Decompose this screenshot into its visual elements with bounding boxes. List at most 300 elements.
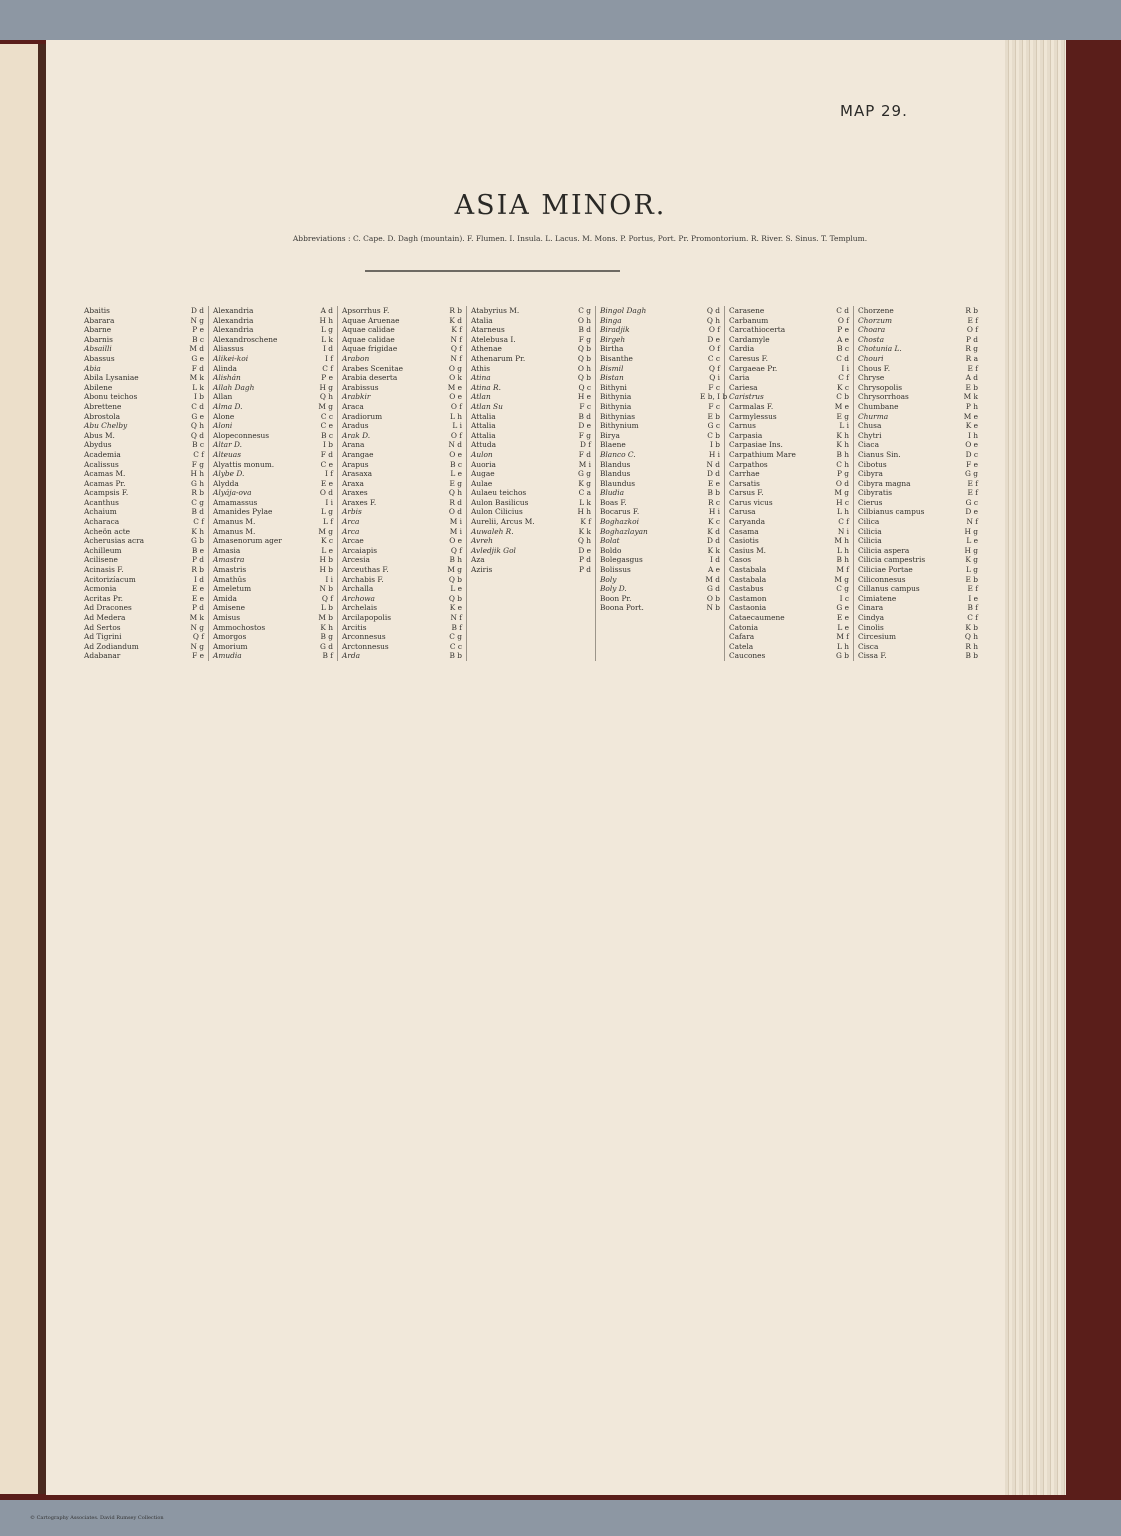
place-name: Arcesia [342,555,370,565]
grid-reference: Q b [577,344,591,354]
place-name: Chotunia L. [858,344,902,354]
grid-reference: F e [192,651,204,661]
grid-reference: N d [448,440,462,450]
place-name: Arabes Scenitae [342,363,403,373]
index-entry [342,517,462,527]
place-name: Boon Pr. [600,593,632,603]
place-name: Boldo [600,545,622,555]
grid-reference: N d [706,459,720,469]
abbreviations-line: Abbreviations : C. Cape. D. Dagh (mountain). F. Flumen. I. Insula. L. Lacus. M. Mons. P. Portus, Port. Pr. Promontorium. R. River. S. Sinus. T. Templum. [292,234,868,243]
grid-reference: M f [836,565,849,575]
grid-reference: Q i [709,373,720,383]
index-entry [213,402,333,412]
grid-reference: N f [450,613,462,622]
place-name: Aulae [471,478,493,488]
grid-reference: C f [838,517,849,527]
index-entry [600,575,720,585]
place-name: Chous F. [858,363,891,373]
grid-reference: O b [706,593,720,603]
index-entry [729,565,849,575]
index-entry [213,642,333,652]
grid-reference: Q h [190,421,204,431]
index-entry [858,565,978,575]
place-name: Cardia [729,344,755,354]
place-name: Blaundus [600,478,636,488]
grid-reference: D f [579,440,591,450]
place-name: Carrhae [729,469,760,479]
grid-reference: C c [707,353,720,363]
grid-reference: K k [578,526,591,536]
place-name: Ciaca [858,440,879,450]
place-name: Carmylessus [729,411,777,421]
place-name: Amisus [213,613,241,622]
index-entry [342,479,462,489]
index-entry [84,594,204,604]
left-page-edge [0,44,38,1494]
place-name: Ammochostos [213,622,266,632]
grid-reference: K h [836,440,849,450]
grid-reference: L h [836,641,849,651]
place-name: Attuda [471,440,497,450]
grid-reference: O f [708,344,720,354]
index-entry [84,565,204,575]
grid-reference: O e [449,449,462,459]
grid-reference: M e [447,382,462,392]
grid-reference: E f [967,478,978,488]
grid-reference: L h [836,507,849,517]
place-name: Aziris [471,565,493,575]
grid-reference: C g [578,306,591,315]
grid-reference: B b [707,488,720,498]
index-entry [471,469,591,479]
place-name: Castaonia [729,603,767,613]
place-name: Abarne [84,325,112,335]
index-entry [471,373,591,383]
index-entry [84,623,204,633]
place-name: Cariesa [729,382,758,392]
grid-reference: O d [319,488,333,498]
index-entry [471,392,591,402]
index-entry [600,306,720,316]
index-entry [213,507,333,517]
index-entry [858,498,978,508]
index-entry [729,517,849,527]
index-entry [213,412,333,422]
index-entry [471,498,591,508]
grid-reference: F c [708,382,720,392]
grid-reference: C b [707,430,720,440]
grid-reference: O e [449,536,462,546]
grid-reference: H g [319,382,333,392]
index-entry [342,335,462,345]
index-entry [858,364,978,374]
grid-reference: K h [836,430,849,440]
index-column [209,306,338,661]
index-entry [84,584,204,594]
place-name: Binga [600,315,622,325]
grid-reference: B c [321,430,333,440]
index-entry [729,498,849,508]
index-column [80,306,209,661]
place-name: Acalissus [84,459,119,469]
index-entry [84,325,204,335]
grid-reference: L g [321,507,333,517]
place-name: Ad Sertos [84,622,121,632]
place-name: Chouri [858,353,884,363]
index-entry [342,392,462,402]
grid-reference: D e [578,421,591,431]
index-entry [471,460,591,470]
place-name: Amida [213,593,237,603]
index-entry [342,383,462,393]
place-name: Alexandria [213,325,254,335]
place-name: Cilicia [858,536,882,546]
grid-reference: G g [578,469,591,479]
index-entry [858,517,978,527]
index-entry [213,354,333,364]
place-name: Acmonia [84,584,117,594]
index-entry [84,383,204,393]
index-entry [84,412,204,422]
place-name: Bithynia [600,392,632,402]
index-entry [84,651,204,661]
index-entry [600,325,720,335]
place-name: Acamas Pr. [84,478,126,488]
grid-reference: H e [577,392,591,402]
grid-reference: Q f [192,632,204,642]
grid-reference: C g [836,584,849,594]
index-entry [471,440,591,450]
grid-reference: M k [189,613,204,622]
place-name: Birtha [600,344,624,354]
grid-reference: L h [449,411,462,421]
grid-reference: R b [449,306,462,315]
index-entry [213,431,333,441]
place-name: Cilicia aspera [858,545,910,555]
place-name: Bolegasgus [600,555,643,565]
grid-reference: K b [965,622,978,632]
grid-reference: D d [190,306,204,315]
grid-reference: E f [967,488,978,498]
grid-reference: K d [449,315,462,325]
place-name: Abydus [84,440,112,450]
index-entry [84,354,204,364]
index-entry [858,584,978,594]
place-name: Casius M. [729,545,767,555]
grid-reference: M g [834,574,849,584]
place-name: Alma D. [213,401,243,411]
place-name: Aradiorum [342,411,383,421]
place-name: Birya [600,430,620,440]
index-entry [342,651,462,661]
grid-reference: G e [836,603,849,613]
place-name: Acampsis F. [84,488,129,498]
place-name: Arcae [342,536,364,546]
place-name: Bolissus [600,565,631,575]
place-name: Casama [729,526,759,536]
index-entry [342,565,462,575]
grid-reference: F e [966,459,978,469]
place-name: Aulaeu teichos [471,488,527,498]
place-name: Alinda [213,363,237,373]
place-name: Atabyrius M. [471,306,520,315]
index-entry [729,613,849,623]
index-entry [213,469,333,479]
grid-reference: B c [192,334,204,344]
index-entry [342,555,462,565]
index-entry [729,460,849,470]
grid-reference: H b [319,555,333,565]
place-name: Alopeconnesus [213,430,270,440]
map-number: MAP 29. [840,102,908,120]
index-entry [213,546,333,556]
index-entry [342,306,462,316]
index-entry [84,603,204,613]
index-entry [84,555,204,565]
index-entry [729,507,849,517]
place-name: Carasene [729,306,765,315]
place-name: Chumbane [858,401,899,411]
index-entry [342,536,462,546]
grid-reference: H i [708,449,720,459]
place-name: Carcathiocerta [729,325,786,335]
place-name: Ad Tigrini [84,632,122,642]
place-name: Cierus [858,497,883,507]
grid-reference: O h [577,315,591,325]
index-entry [471,383,591,393]
page-title: ASIA MINOR. [454,190,667,221]
index-columns [80,306,982,661]
index-entry [84,364,204,374]
grid-reference: R g [965,344,978,354]
index-entry [213,632,333,642]
grid-reference: Q d [190,430,204,440]
place-name: Aulon Cilicius [471,507,523,517]
place-name: Arabkir [342,392,371,402]
index-entry [471,546,591,556]
grid-reference: D e [965,507,978,517]
place-name: Altar D. [213,440,242,450]
index-entry [729,344,849,354]
grid-reference: E f [967,315,978,325]
grid-reference: I b [323,440,333,450]
grid-reference: M i [449,526,462,536]
index-entry [729,555,849,565]
place-name: Aulon [471,449,493,459]
index-entry [858,469,978,479]
place-name: Abilene [84,382,113,392]
place-name: Arcaiapis [342,545,378,555]
grid-reference: C b [836,392,849,402]
grid-reference: P d [578,555,591,565]
index-entry [729,527,849,537]
place-name: Aquae Aruenae [342,315,400,325]
place-name: Archelais [342,603,378,613]
place-name: Boona Port. [600,603,644,613]
grid-reference: K g [965,555,978,565]
index-entry [858,575,978,585]
place-name: Cindya [858,613,885,622]
index-entry [600,316,720,326]
index-column [596,306,728,661]
index-entry [213,335,333,345]
place-name: Alishán [213,373,241,383]
place-name: Atina [471,373,491,383]
grid-reference: C d [836,353,849,363]
index-entry [84,469,204,479]
place-name: Archabis F. [342,574,384,584]
index-entry [858,402,978,412]
place-name: Amanides Pylae [213,507,273,517]
place-name: Acinasis F. [84,565,124,575]
place-name: Alexandria [213,306,254,315]
place-name: Ad Dracones [84,603,132,613]
place-name: Acitorizíacum [84,574,136,584]
place-name: Arctonnesus [342,641,389,651]
place-name: Bisanthe [600,353,633,363]
index-entry [858,479,978,489]
place-name: Apsorrhus F. [342,306,390,315]
index-entry [213,584,333,594]
index-entry [342,498,462,508]
place-name: Carus vicus [729,497,773,507]
index-entry [858,373,978,383]
place-name: Castabus [729,584,764,594]
grid-reference: F g [578,334,591,344]
place-name: Academia [84,449,121,459]
grid-reference: B d [578,325,591,335]
grid-reference: A d [965,373,978,383]
index-column [467,306,596,661]
index-entry [600,373,720,383]
index-entry [471,507,591,517]
grid-reference: B c [192,440,204,450]
index-entry [600,460,720,470]
index-entry [471,555,591,565]
place-name: Aurelii, Arcus M. [471,517,535,527]
grid-reference: K f [580,517,591,527]
grid-reference: O h [577,363,591,373]
grid-reference: R b [191,488,204,498]
index-entry [600,383,720,393]
grid-reference: L i [839,421,849,431]
index-entry [729,536,849,546]
grid-reference: I f [324,469,333,479]
place-name: Acheön acte [84,526,131,536]
grid-reference: B d [191,507,204,517]
index-entry [342,460,462,470]
grid-reference: D c [965,449,978,459]
grid-reference: C e [320,459,333,469]
grid-reference: B h [836,555,849,565]
grid-reference: P g [836,469,849,479]
place-name: Abarnis [84,334,113,344]
index-entry [858,440,978,450]
grid-reference: O f [450,430,462,440]
index-entry [213,373,333,383]
grid-reference: K c [320,536,333,546]
index-entry [84,316,204,326]
place-name: Bistan [600,373,624,383]
index-entry [84,517,204,527]
grid-reference: G b [836,651,849,661]
grid-reference: I h [967,430,978,440]
place-name: Arcilapopolis [342,613,392,622]
place-name: Casos [729,555,752,565]
index-entry [600,392,728,402]
grid-reference: O f [966,325,978,335]
place-name: Boly D. [600,584,627,594]
grid-reference: B h [836,449,849,459]
place-name: Chryse [858,373,885,383]
index-entry [84,335,204,345]
grid-reference: L e [321,545,333,555]
index-entry [342,642,462,652]
index-entry [342,402,462,412]
place-name: Amamassus [213,497,258,507]
grid-reference: E f [967,363,978,373]
grid-reference: M f [836,632,849,642]
grid-reference: Q f [450,545,462,555]
place-name: Blanco C. [600,449,636,459]
index-entry [600,517,720,527]
index-entry [84,392,204,402]
index-entry [729,440,849,450]
place-name: Alyattis monum. [213,459,275,469]
grid-reference: B c [837,344,849,354]
place-name: Carpathium Mare [729,449,796,459]
grid-reference: O f [837,315,849,325]
copyright-footer: © Cartography Associates. David Rumsey Collection [30,1515,164,1521]
place-name: Caresus F. [729,353,768,363]
index-entry [213,364,333,374]
index-entry [471,565,591,575]
index-entry [213,344,333,354]
grid-reference: O g [448,363,462,373]
index-entry [858,603,978,613]
grid-reference: N f [966,517,978,527]
grid-reference: G g [965,469,978,479]
place-name: Bolat [600,536,620,546]
index-entry [84,642,204,652]
index-entry [858,392,978,402]
place-name: Cinara [858,603,884,613]
index-entry [213,555,333,565]
index-entry [600,488,720,498]
grid-reference: F g [191,459,204,469]
place-name: Atelebusa I. [471,334,516,344]
index-entry [471,488,591,498]
place-name: Abaitis [84,306,110,315]
index-entry [600,421,720,431]
grid-reference: N g [190,315,204,325]
place-name: Allah Dagh [213,382,255,392]
place-name: Auoria [471,459,496,469]
place-name: Acherusias acra [84,536,145,546]
grid-reference: M g [318,401,333,411]
place-name: Carsatis [729,478,760,488]
place-name: Cianus Sin. [858,449,901,459]
grid-reference: I f [324,353,333,363]
place-name: Araxes [342,488,368,498]
grid-reference: Q h [964,632,978,642]
place-name: Arcitis [342,622,367,632]
index-entry [213,440,333,450]
grid-reference: E f [967,584,978,594]
grid-reference: L i [452,421,462,431]
page-stack-edges [1005,40,1065,1495]
index-entry [342,344,462,354]
